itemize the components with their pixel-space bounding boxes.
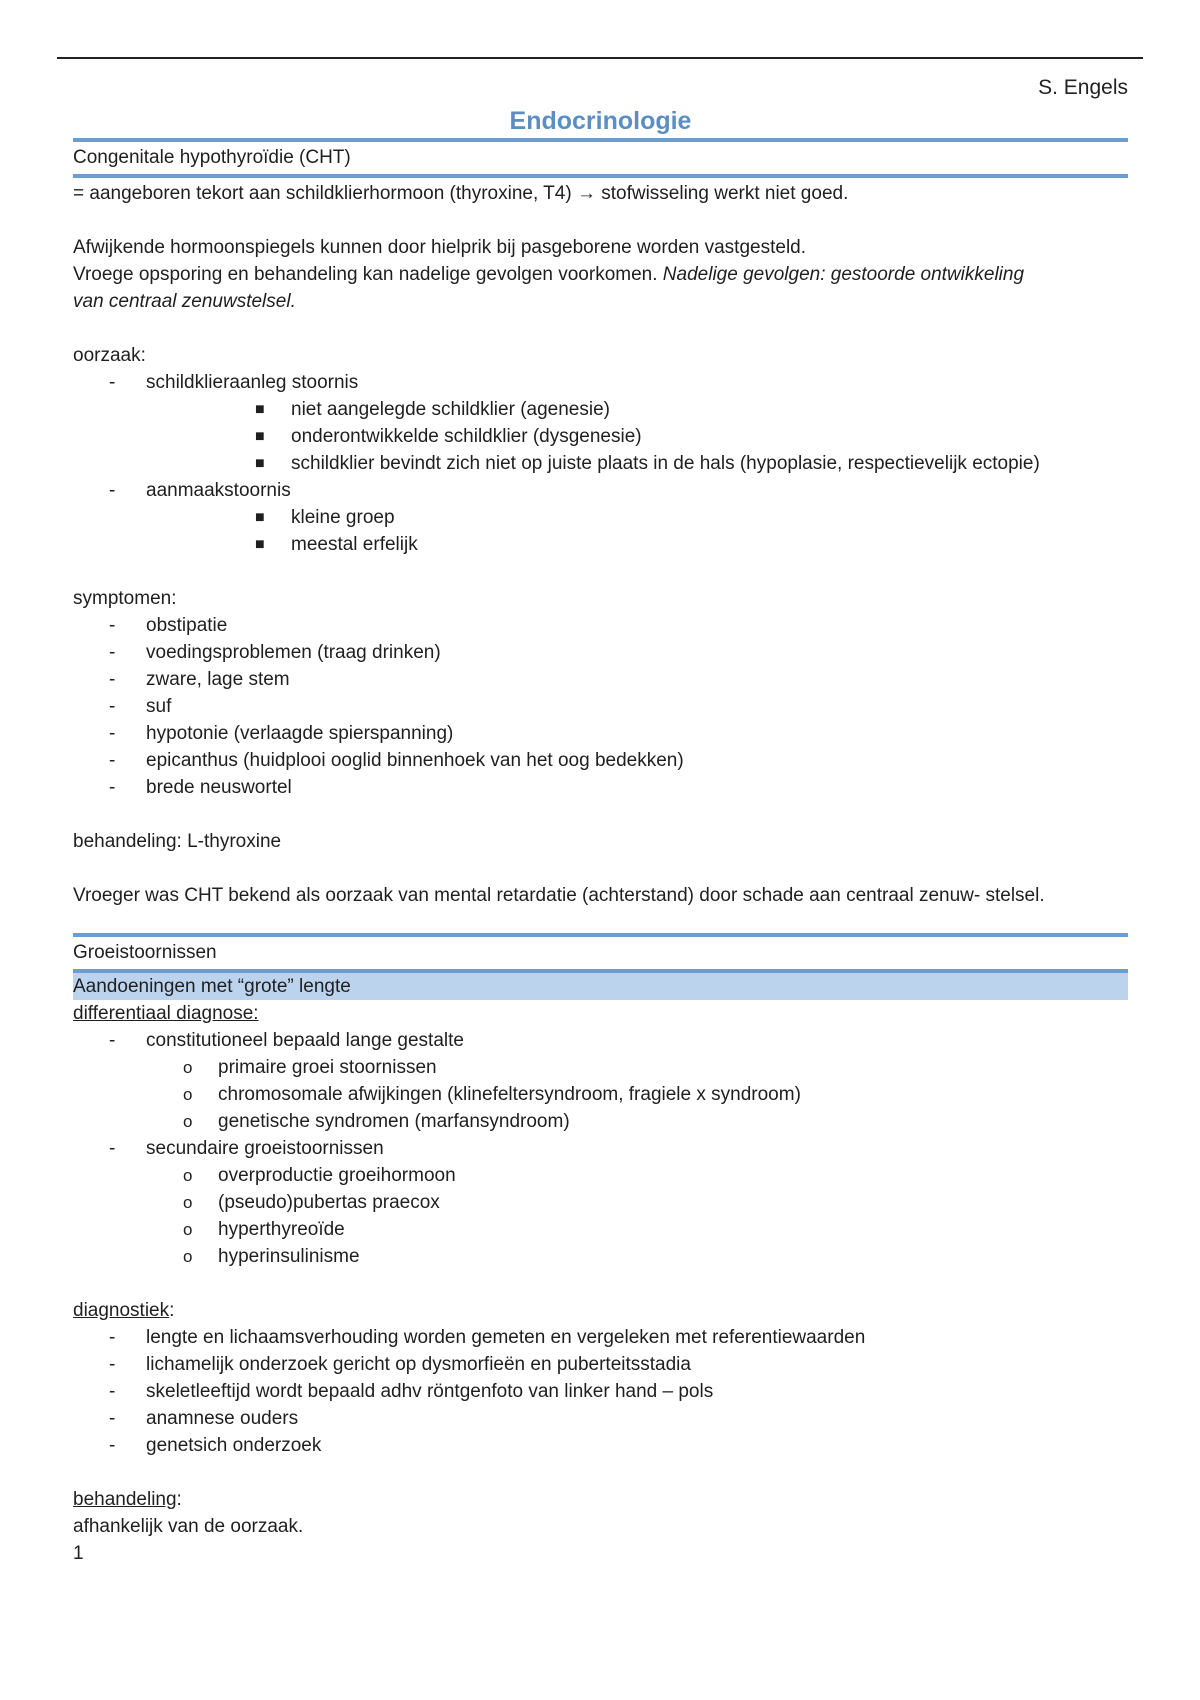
treatment: behandeling: L-thyroxine xyxy=(73,831,282,852)
sublist xyxy=(73,504,1128,558)
list-item: ■ niet aangelegde schildklier (agenesie) xyxy=(255,399,610,420)
list-item: o genetische syndromen (marfansyndroom) xyxy=(183,1111,570,1132)
list-item: ■ meestal erfelijk xyxy=(255,534,418,555)
divider xyxy=(73,174,1128,178)
definition: = aangeboren tekort aan schildklierhormoon (thyroxine, T4) → stofwisseling werkt niet goed. xyxy=(73,183,849,204)
diagnostics-list xyxy=(73,1324,1128,1459)
treatment-label: behandeling: xyxy=(73,1489,182,1510)
paragraph: Afwijkende hormoonspiegels kunnen door hielprik bij pasgeborene worden vastgesteld. xyxy=(73,237,807,258)
list-item: - anamnese ouders xyxy=(109,1408,299,1429)
symptoms-label: symptomen: xyxy=(73,588,177,609)
cause-list xyxy=(73,477,1128,504)
document-body xyxy=(73,70,1128,1567)
list-item: o hyperthyreoïde xyxy=(183,1219,345,1240)
list-item: o overproductie groeihormoon xyxy=(183,1165,456,1186)
history-paragraph: Vroeger was CHT bekend als oorzaak van mental retardatie (achterstand) door schade aan centraal zenuw- stelsel. xyxy=(73,885,1045,906)
cause-label: oorzaak: xyxy=(73,345,146,366)
list-item: - lichamelijk onderzoek gericht op dysmorfieën en puberteitsstadia xyxy=(109,1354,691,1375)
list-item: - brede neuswortel xyxy=(109,777,292,798)
list-item: - constitutioneel bepaald lange gestalte xyxy=(109,1030,464,1051)
list-item: - voedingsproblemen (traag drinken) xyxy=(109,642,441,663)
list-item: - obstipatie xyxy=(109,615,228,636)
dd-label: differentiaal diagnose: xyxy=(73,1003,259,1024)
list-item: - schildklieraanleg stoornis xyxy=(109,372,359,393)
section-heading-growth: Groeistoornissen xyxy=(73,942,217,963)
list-item: ■ schildklier bevindt zich niet op juiste plaats in de hals (hypoplasie, respectievelijk ectopie) xyxy=(255,453,1040,474)
treatment-text: afhankelijk van de oorzaak. xyxy=(73,1516,304,1537)
list-item: - zware, lage stem xyxy=(109,669,290,690)
list-item: o hyperinsulinisme xyxy=(183,1246,360,1267)
author: S. Engels xyxy=(1038,76,1128,99)
list-item: ■ onderontwikkelde schildklier (dysgenesie) xyxy=(255,426,642,447)
dd-list xyxy=(73,1135,1128,1162)
diagnostics-label: diagnostiek: xyxy=(73,1300,175,1321)
list-item: - aanmaakstoornis xyxy=(109,480,291,501)
list-item: - secundaire groeistoornissen xyxy=(109,1138,384,1159)
sublist xyxy=(73,396,1128,477)
page-title: Endocrinologie xyxy=(509,107,692,135)
sublist xyxy=(73,1054,1128,1135)
subheading: Aandoeningen met “grote” lengte xyxy=(73,973,1128,1000)
top-rule xyxy=(57,57,1143,59)
list-item: ■ kleine groep xyxy=(255,507,395,528)
sublist xyxy=(73,1162,1128,1270)
section-heading-cht: Congenitale hypothyroïdie (CHT) xyxy=(73,147,351,168)
cause-list xyxy=(73,369,1128,396)
page-number: 1 xyxy=(73,1543,84,1564)
list-item: - lengte en lichaamsverhouding worden gemeten en vergeleken met referentiewaarden xyxy=(109,1327,866,1348)
list-item: o chromosomale afwijkingen (klinefeltersyndroom, fragiele x syndroom) xyxy=(183,1084,801,1105)
paragraph: Vroege opsporing en behandeling kan nadelige gevolgen voorkomen. Nadelige gevolgen: gestoorde ontwikkeling van centraal zenuwstelsel. xyxy=(73,264,1025,312)
list-item: o (pseudo)pubertas praecox xyxy=(183,1192,440,1213)
dd-list xyxy=(73,1027,1128,1054)
symptoms-list xyxy=(73,612,1128,801)
list-item: o primaire groei stoornissen xyxy=(183,1057,437,1078)
list-item: - genetsich onderzoek xyxy=(109,1435,322,1456)
list-item: - hypotonie (verlaagde spierspanning) xyxy=(109,723,454,744)
list-item: - suf xyxy=(109,696,172,717)
list-item: - skeletleeftijd wordt bepaald adhv röntgenfoto van linker hand – pols xyxy=(109,1381,714,1402)
list-item: - epicanthus (huidplooi ooglid binnenhoek van het oog bedekken) xyxy=(109,750,684,771)
